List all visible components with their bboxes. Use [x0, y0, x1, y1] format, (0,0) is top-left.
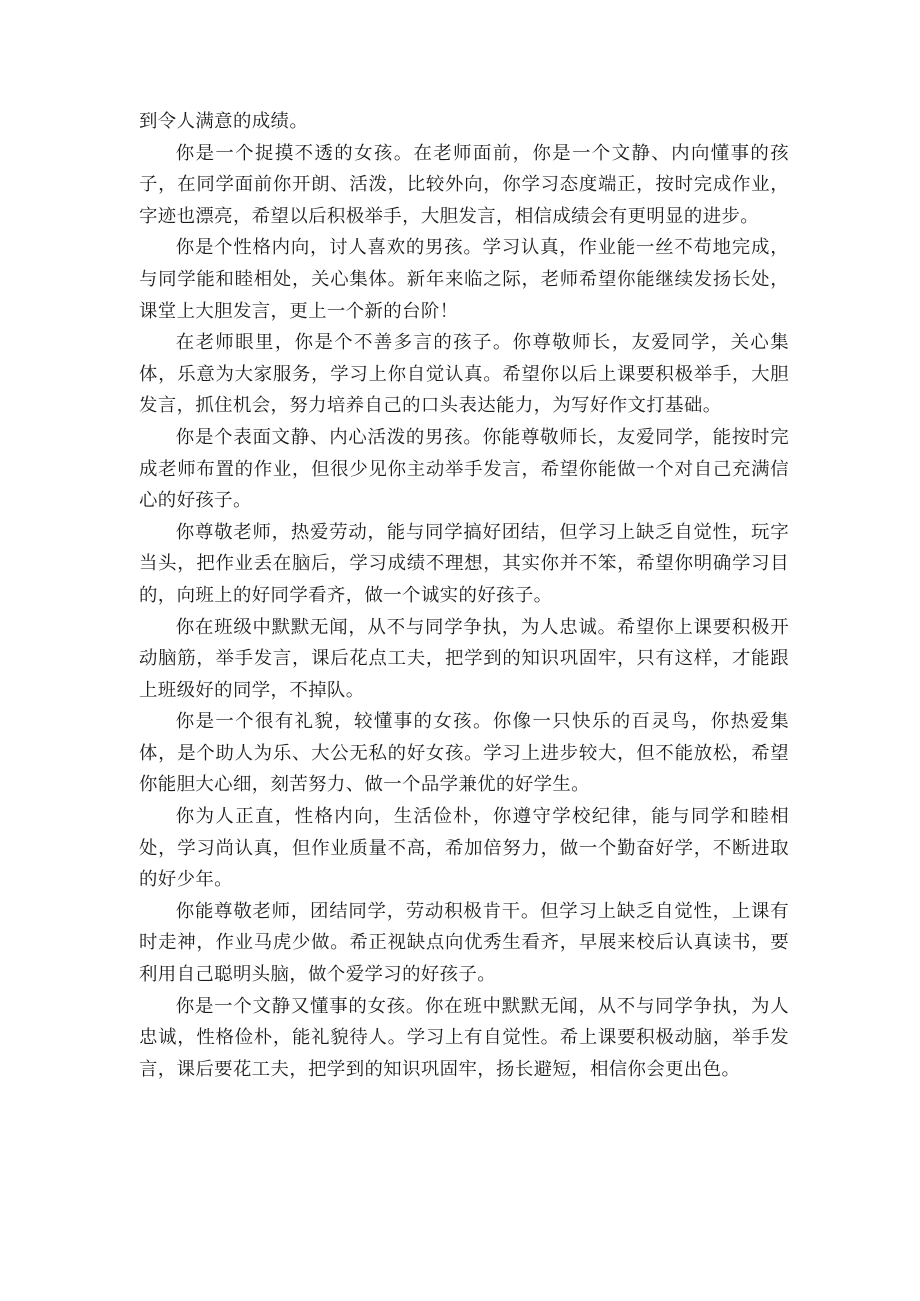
paragraph-9: 你为人正直，性格内向，生活俭朴，你遵守学校纪律，能与同学和睦相处，学习尚认真，但作业质量不高，希加倍努力，做一个勤奋好学，不断进取的好少年。 [139, 806, 789, 891]
paragraph-2: 你是一个捉摸不透的女孩。在老师面前，你是一个文静、内向懂事的孩子，在同学面前你开朗、活泼，比较外向，你学习态度端正，按时完成作业，字迹也漂亮，希望以后积极举手，大胆发言，相信成绩会有更明显的进步。 [139, 142, 789, 227]
document-body [139, 106, 789, 1085]
paragraph-1: 到令人满意的成绩。 [139, 111, 309, 132]
paragraph-11: 你是一个文静又懂事的女孩。你在班中默默无闻，从不与同学争执，为人忠诚，性格俭朴，能礼貌待人。学习上有自觉性。希上课要积极动脑，举手发言，课后要花工夫，把学到的知识巩固牢，扬长避短，相信你会更出色。 [139, 995, 789, 1080]
paragraph-5: 你是个表面文静、内心活泼的男孩。你能尊敬师长，友爱同学，能按时完成老师布置的作业，但很少见你主动举手发言，希望你能做一个对自己充满信心的好孩子。 [139, 426, 789, 512]
paragraph-7: 你在班级中默默无闻，从不与同学争执，为人忠诚。希望你上课要积极开动脑筋，举手发言，课后花点工夫，把学到的知识巩固牢，只有这样，才能跟上班级好的同学，不掉队。 [139, 616, 789, 701]
paragraph-10: 你能尊敬老师，团结同学，劳动积极肯干。但学习上缺乏自觉性，上课有时走神，作业马虎少做。希正视缺点向优秀生看齐，早展来校后认真读书，要利用自己聪明头脑，做个爱学习的好孩子。 [139, 900, 789, 986]
paragraph-4: 在老师眼里，你是个不善多言的孩子。你尊敬师长，友爱同学，关心集体，乐意为大家服务，学习上你自觉认真。希望你以后上课要积极举手，大胆发言，抓住机会，努力培养自己的口头表达能力，为写好作文打基础。 [139, 332, 789, 417]
paragraph-8: 你是一个很有礼貌，较懂事的女孩。你像一只快乐的百灵鸟，你热爱集体，是个助人为乐、大公无私的好女孩。学习上进步较大，但不能放松，希望你能胆大心细，刻苦努力、做一个品学兼优的好学生。 [139, 711, 789, 796]
paragraph-3: 你是个性格内向，讨人喜欢的男孩。学习认真，作业能一丝不苟地完成，与同学能和睦相处，关心集体。新年来临之际，老师希望你能继续发扬长处，课堂上大胆发言，更上一个新的台阶！ [139, 237, 789, 322]
paragraph-6: 你尊敬老师，热爱劳动，能与同学搞好团结，但学习上缺乏自觉性，玩字当头，把作业丢在脑后，学习成绩不理想，其实你并不笨，希望你明确学习目的，向班上的好同学看齐，做一个诚实的好孩子。 [139, 521, 789, 606]
